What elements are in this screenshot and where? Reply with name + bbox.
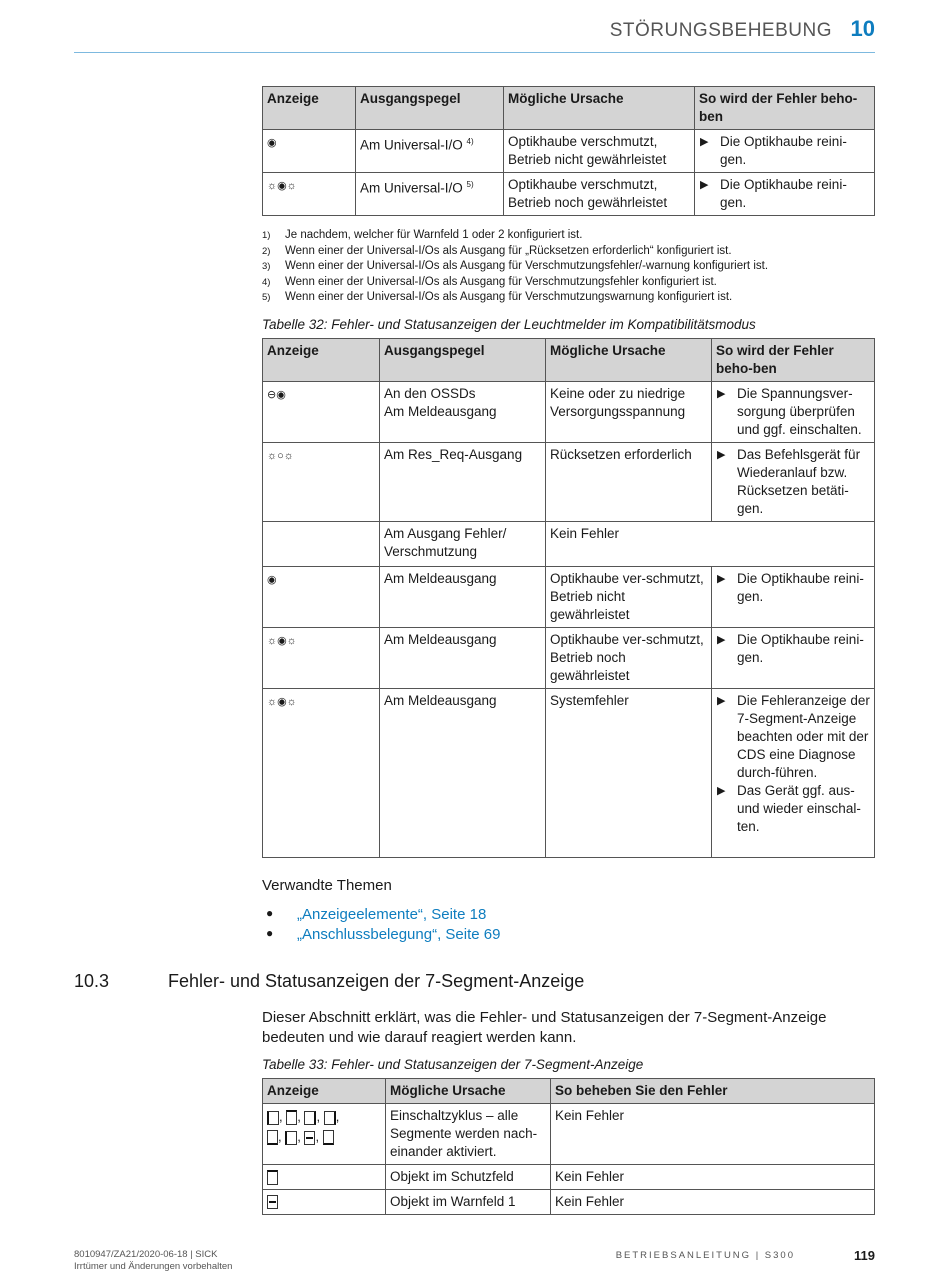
table-row <box>263 567 875 628</box>
chapter-title: STÖRUNGSBEHEBUNG <box>609 20 832 41</box>
fix-cell: Kein Fehler <box>551 1190 875 1215</box>
bullet-icon: ● <box>266 906 274 920</box>
ursache-cell: Optikhaube ver-schmutzt, Betrieb noch gewährleistet <box>546 628 712 689</box>
led-off-icon: ◉ <box>267 137 277 149</box>
segment-icon <box>267 1130 278 1145</box>
footer-left <box>74 1249 232 1273</box>
header-divider <box>74 52 875 53</box>
footnotes <box>262 228 768 306</box>
footer-disclaimer: Irrtümer und Änderungen vorbehalten <box>74 1261 233 1272</box>
fix-cell: Kein Fehler <box>551 1165 875 1190</box>
ursache-cell: Rücksetzen erforderlich <box>546 443 712 522</box>
action-item: ▶ Die Optikhaube reini-gen. <box>716 570 870 606</box>
ursache-cell: Optikhaube verschmutzt, Betrieb noch gewährleistet <box>504 173 695 216</box>
pegel-text: Am Meldeausgang <box>384 404 497 419</box>
pegel-text: Am Res_Req-Ausgang <box>380 443 546 522</box>
action-item: ▶ Das Befehlsgerät für Wiederanlauf bzw. Rücksetzen betäti-gen. <box>716 446 870 518</box>
table-row <box>263 1165 875 1190</box>
pegel-text: Am Universal-I/O <box>360 180 463 196</box>
footnote-ref: 5) <box>466 180 474 189</box>
ursache-cell: Systemfehler <box>546 689 712 858</box>
segment-icon <box>304 1131 315 1145</box>
section-paragraph: Dieser Abschnitt erklärt, was die Fehler- und Statusanzeigen der 7-Segment-Anzeige bedeuten und wie darauf reagiert werden kann. <box>262 1009 827 1046</box>
segment-icon <box>285 1131 297 1145</box>
led-off-pair-icon: ⊖◉ <box>267 389 286 401</box>
pegel-text: Am Meldeausgang <box>380 628 546 689</box>
table-row <box>263 382 875 443</box>
col-header-anzeige: Anzeige <box>263 339 380 382</box>
led-flashing-icon: ☼◉☼ <box>267 180 297 192</box>
col-header-ursache: Mögliche Ursache <box>504 87 695 130</box>
table-row <box>263 130 875 173</box>
led-flashing-yellow-icon: ☼○☼ <box>267 450 294 462</box>
page-number: 119 <box>854 1248 875 1263</box>
action-item: ▶ Die Fehleranzeige der 7-Segment-Anzeige beachten oder mit der CDS eine Diagnose durch-führen. <box>716 692 870 782</box>
footer-doc-id: 8010947/ZA21/2020-06-18 | SICK <box>74 1249 218 1260</box>
action-item: ▶ Die Optikhaube reini-gen. <box>699 133 870 169</box>
section-title: Fehler- und Statusanzeigen der 7-Segment-Anzeige <box>168 971 585 991</box>
col-header-behebung: So wird der Fehler beho-ben <box>712 339 875 382</box>
ursache-cell: Objekt im Warnfeld 1 <box>386 1190 551 1215</box>
segment-middle-icon <box>267 1195 278 1209</box>
table-row <box>263 522 875 567</box>
bullet-icon: ● <box>266 926 274 940</box>
footnote: 2) Wenn einer der Universal-I/Os als Ausgang für „Rücksetzen erforderlich“ konfiguriert ist. <box>262 244 732 257</box>
link-anzeigeelemente[interactable]: „Anzeigeelemente“, Seite 18 <box>297 906 487 923</box>
ursache-cell: Optikhaube ver-schmutzt, Betrieb nicht gewährleistet <box>546 567 712 628</box>
footnote: 1) Je nachdem, welcher für Warnfeld 1 oder 2 konfiguriert ist. <box>262 229 583 241</box>
action-item: ▶ Das Gerät ggf. aus-und wieder einschal-ten. <box>716 782 870 836</box>
ursache-cell: Optikhaube verschmutzt, Betrieb nicht gewährleistet <box>504 130 695 173</box>
col-header-ausgangspegel: Ausgangspegel <box>356 87 504 130</box>
segment-icon <box>324 1111 336 1125</box>
table-row <box>263 689 875 858</box>
seven-segment-sequence: , , , , , , , <box>263 1104 386 1165</box>
table-row <box>263 1190 875 1215</box>
ursache-cell: Objekt im Schutzfeld <box>386 1165 551 1190</box>
col-header-anzeige: Anzeige <box>263 1079 386 1104</box>
table-compat-mode <box>262 338 875 858</box>
table-row <box>263 173 875 216</box>
ursache-cell: Einschaltzyklus – alle Segmente werden nach-einander aktiviert. <box>386 1104 551 1165</box>
table-33-caption: Tabelle 33: Fehler- und Statusanzeigen der 7-Segment-Anzeige <box>262 1057 644 1072</box>
col-header-behebung: So wird der Fehler beho-ben <box>695 87 875 130</box>
action-item: ▶ Die Optikhaube reini-gen. <box>716 631 870 667</box>
action-item: ▶ Die Spannungsver-sorgung überprüfen und ggf. einschalten. <box>716 385 870 439</box>
col-header-behebung: So beheben Sie den Fehler <box>551 1079 875 1104</box>
footnote: 4) Wenn einer der Universal-I/Os als Ausgang für Verschmutzungsfehler konfiguriert ist. <box>262 275 717 288</box>
segment-icon <box>286 1110 297 1125</box>
ursache-cell: Kein Fehler <box>546 522 875 567</box>
related-topics-title: Verwandte Themen <box>262 877 392 894</box>
ursache-cell: Keine oder zu niedrige Versorgungsspannung <box>546 382 712 443</box>
footer-manual: BETRIEBSANLEITUNG | S300 <box>615 1250 795 1261</box>
led-flashing-icon: ☼◉☼ <box>267 696 297 708</box>
col-header-ursache: Mögliche Ursache <box>546 339 712 382</box>
table-row <box>263 628 875 689</box>
section-number: 10.3 <box>74 971 110 991</box>
fix-cell: Kein Fehler <box>551 1104 875 1165</box>
pegel-text: Am Universal-I/O <box>360 137 463 153</box>
footnote-ref: 4) <box>466 137 474 146</box>
pegel-text: An den OSSDs <box>384 386 476 401</box>
pegel-text: Am Meldeausgang <box>380 567 546 628</box>
segment-icon <box>267 1111 279 1125</box>
col-header-ursache: Mögliche Ursache <box>386 1079 551 1104</box>
col-header-ausgangspegel: Ausgangspegel <box>380 339 546 382</box>
action-item: ▶ Die Optikhaube reini-gen. <box>699 176 870 212</box>
led-off-icon: ◉ <box>267 574 277 586</box>
table-row <box>263 1104 875 1165</box>
segment-top-icon <box>267 1170 278 1185</box>
table-row <box>263 443 875 522</box>
pegel-text: Am Meldeausgang <box>380 689 546 858</box>
footnote: 5) Wenn einer der Universal-I/Os als Ausgang für Verschmutzungswarnung konfiguriert ist. <box>262 291 733 303</box>
footnote: 3) Wenn einer der Universal-I/Os als Ausgang für Verschmutzungsfehler/-warnung konfiguriert ist. <box>262 260 769 272</box>
table-7-segment <box>262 1078 875 1215</box>
segment-icon <box>323 1130 334 1145</box>
table-32-caption: Tabelle 32: Fehler- und Statusanzeigen der Leuchtmelder im Kompatibilitätsmodus <box>262 317 756 332</box>
chapter-number: 10 <box>850 16 875 41</box>
link-anschlussbelegung[interactable]: „Anschlussbelegung“, Seite 69 <box>297 926 501 943</box>
col-header-anzeige: Anzeige <box>263 87 356 130</box>
table-universal-io <box>262 86 875 216</box>
segment-icon <box>304 1111 316 1125</box>
led-flashing-icon: ☼◉☼ <box>267 635 297 647</box>
pegel-text: Am Ausgang Fehler/ Verschmutzung <box>380 522 546 567</box>
